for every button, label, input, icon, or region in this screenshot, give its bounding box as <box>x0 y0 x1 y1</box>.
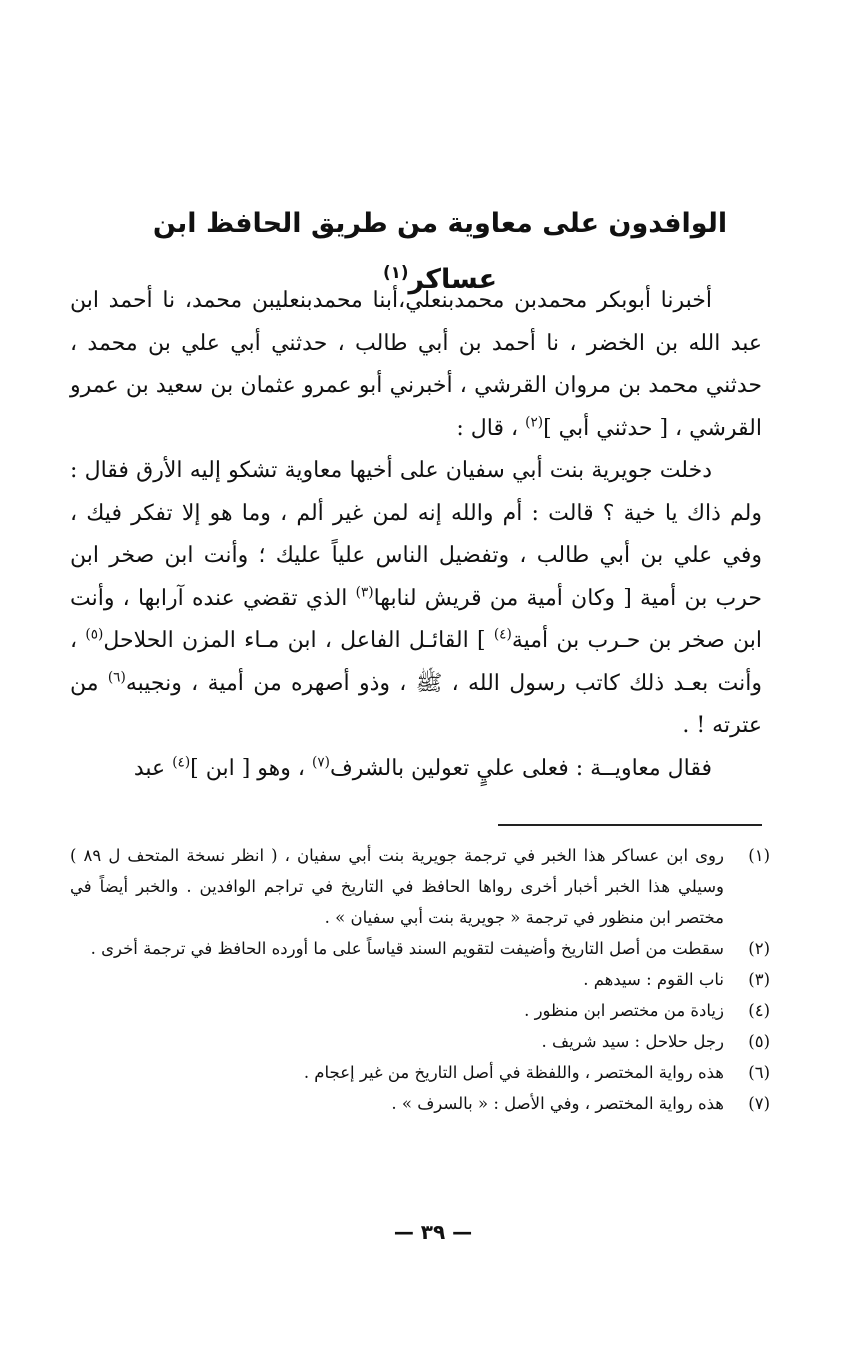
text-run: ، وهو [ ابن ] <box>190 755 312 781</box>
footnote-number: (٧) <box>748 1094 770 1113</box>
footnote-text: ناب القوم : سيدهم . <box>583 970 724 989</box>
footnote-ref: (٢) <box>525 414 544 431</box>
footnote-ref: (٤) <box>493 626 512 643</box>
footnote-item <box>70 995 770 1026</box>
footnote-divider <box>498 824 762 826</box>
text-run: فقال معاويــة : فعلى عليٍ تعولين بالشرف <box>329 755 712 781</box>
paragraph-reply <box>70 748 762 791</box>
footnote-ref: (٧) <box>311 754 330 771</box>
footnote-text: هذه رواية المختصر ، واللفظة في أصل التاريخ من غير إعجام . <box>303 1063 724 1082</box>
footnote-item <box>70 933 770 964</box>
footnote-ref: (٦) <box>107 669 126 686</box>
footnote-number: (٢) <box>748 939 770 958</box>
page-title-text: الوافدون على معاوية من طريق الحافظ ابن عساكر <box>152 208 728 295</box>
footnote-item <box>70 1088 770 1119</box>
footnote-ref: (٤) <box>172 754 191 771</box>
footnote-text: هذه رواية المختصر ، وفي الأصل : « بالسرف » . <box>391 1094 724 1113</box>
footnote-ref: (٣) <box>355 584 374 601</box>
title-footnote-ref: (١) <box>382 262 409 282</box>
footnote-number: (٣) <box>748 970 770 989</box>
footnote-ref: (٥) <box>85 626 104 643</box>
footnote-text: زيادة من مختصر ابن منظور . <box>524 1001 724 1020</box>
footnote-item <box>70 1026 770 1057</box>
main-text <box>70 280 762 790</box>
footnote-text: سقطت من أصل التاريخ وأضيفت لتقويم السند قياساً على ما أورده الحافظ في ترجمة أخرى . <box>90 939 724 958</box>
footnote-text: رجل حلاحل : سيد شريف . <box>541 1032 724 1051</box>
paragraph-narrative <box>70 450 762 748</box>
footnotes-list <box>70 840 770 1119</box>
text-run: أخبرنا أبوبكر محمدبن محمدبنعلي،أبنا محمدبنعليبن محمد، نا أحمد ابن عبد الله بن الخضر ، نا أحمد بن أبي طالب ، حدثني أبي علي بن محمد ، حدثني محمد بن مروان القرشي ، أخبرني أبو عمرو عثمان بن سعيد بن عمرو القرشي ، [ حدثني أبي ] <box>70 288 762 441</box>
text-run: دخلت جويرية بنت أبي سفيان على أخيها معاوية تشكو إليه الأرق فقال : ولم ذاك يا خية ؟ قالت : أم والله إنه لمن غير ألم ، وما هو إلا تفكر فيك ، وفي علي بن أبي طالب ، وتفضيل الناس علياً عليك ؛ وأنت ابن صخر ابن حرب بن أمية [ وكان أمية من قريش لنابها <box>70 458 762 611</box>
footnote-number: (٥) <box>748 1032 770 1051</box>
footnote-text: روى ابن عساكر هذا الخبر في ترجمة جويرية بنت أبي سفيان ، ( انظر نسخة المتحف ل ٨٩ ) وسيلي هذا الخبر أخبار أخرى رواها الحافظ في التاريخ في تراجم الوافدين . والخبر أيضاً في مختصر ابن منظور في ترجمة « جويرية بنت أبي سفيان » . <box>70 846 724 927</box>
text-run: عبد <box>133 755 173 781</box>
text-run: ، قال : <box>456 415 526 441</box>
footnote-number: (١) <box>748 846 770 865</box>
footnote-item <box>70 1057 770 1088</box>
footnote-item <box>70 964 770 995</box>
paragraph-isnad <box>70 280 762 450</box>
footnote-number: (٤) <box>748 1001 770 1020</box>
footnote-number: (٦) <box>748 1063 770 1082</box>
text-run: الذي تقضي عنده آرابها ، وأنت ابن صخر بن حـرب بن أمية <box>70 585 763 653</box>
text-run: ] القائـل الفاعل ، ابن مـاء المزن الحلاحل <box>103 628 494 653</box>
text-run: ، وأنت بعـد ذلك كاتب رسول الله ، ﷺ ، وذو أصهره من أمية ، ونجيبه <box>70 628 762 696</box>
text-run: من عترته ! . <box>70 670 762 738</box>
footnote-item <box>70 840 770 933</box>
page-number: — ٣٩ — <box>393 1220 473 1244</box>
